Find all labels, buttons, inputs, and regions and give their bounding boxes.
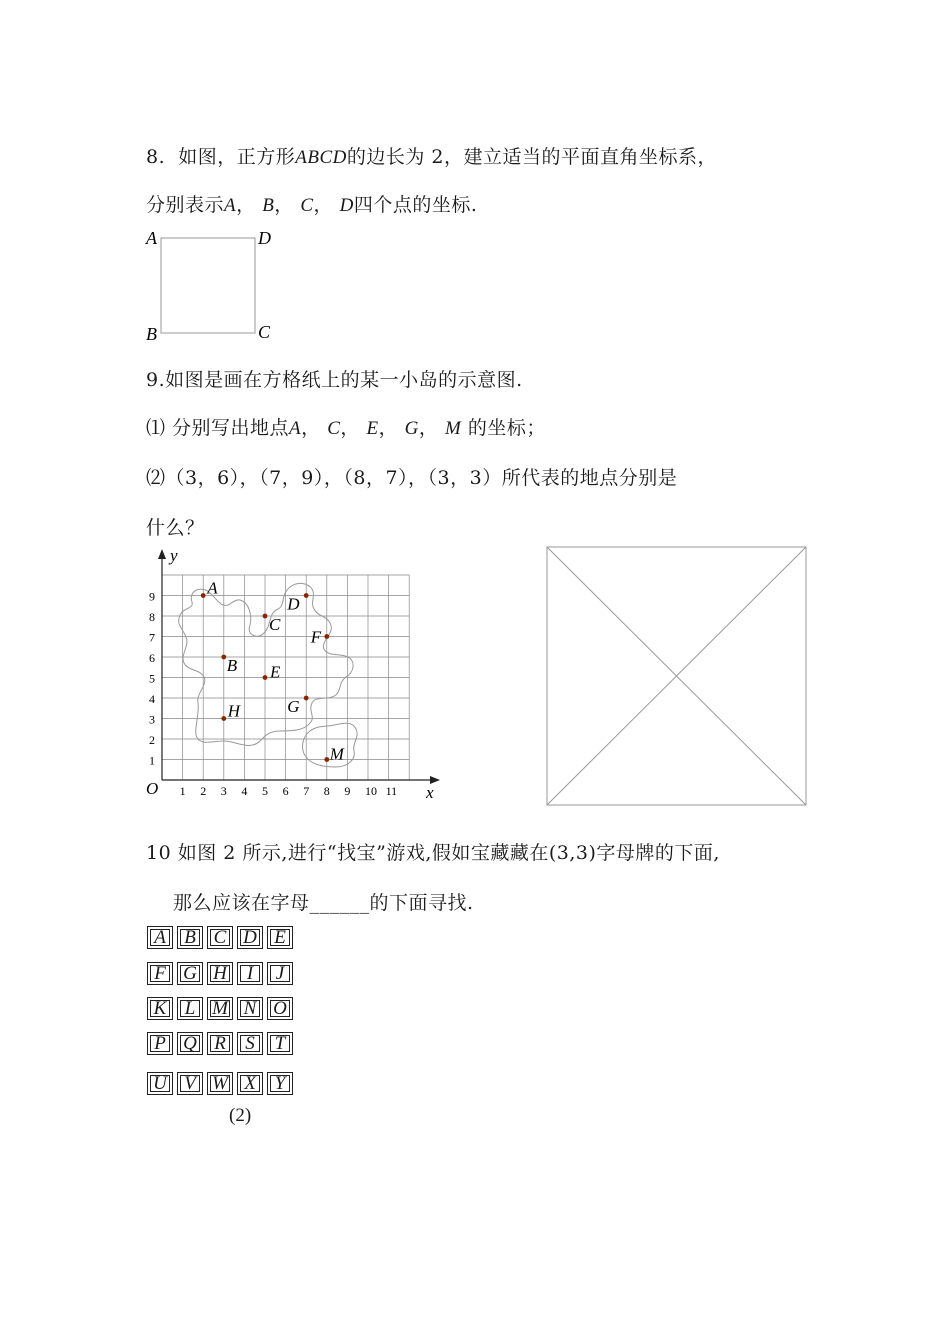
point-label-c: C (269, 615, 281, 634)
x-tick-label: 1 (179, 784, 186, 798)
x-axis-label: x (426, 783, 434, 802)
point-a (201, 593, 206, 598)
point-markers (201, 579, 345, 764)
x-tick-label: 9 (344, 784, 351, 798)
q9-text: ⑴ 分别写出地点 (146, 417, 290, 439)
letter-tile-q: Q (177, 1032, 203, 1055)
q9-part2: ⑵（3，6），（7，9），（8，7），（3，3）所代表的地点分别是 (146, 467, 678, 489)
q9-sep: ， (378, 417, 399, 439)
q8-text: 的边长为 2，建立适当的平面直角坐标系， (346, 146, 717, 168)
y-axis-arrow (158, 549, 166, 559)
q9-sep: ， (418, 417, 439, 439)
y-tick-label: 9 (149, 589, 155, 604)
letter-tile-g: G (177, 962, 203, 985)
x-tick-label: 4 (241, 784, 248, 798)
q8-line1 (146, 142, 717, 169)
q10-line1: 10 如图 2 所示,进行“找宝”游戏,假如宝藏藏在(3,3)字母牌的下面, (146, 842, 720, 864)
q9-point: E (366, 418, 379, 439)
figure-caption: (2) (229, 1105, 252, 1126)
point-d (304, 593, 309, 598)
origin-label: O (146, 779, 159, 798)
q10-text: 那么应该在字母 (173, 892, 310, 914)
letter-tile-p: P (147, 1032, 173, 1055)
q9-point: M (444, 418, 462, 439)
tile-row (147, 1032, 293, 1055)
q8-point: A (224, 195, 237, 216)
point-b (221, 655, 226, 660)
label-a: A (146, 228, 157, 248)
q10-text: 的下面寻找. (369, 892, 474, 914)
y-tick-label: 7 (149, 630, 155, 645)
point-g (304, 696, 309, 701)
letter-tile-m: M (207, 997, 233, 1020)
letter-tile-b: B (177, 926, 203, 949)
label-d: D (258, 228, 271, 248)
letter-tile-c: C (207, 926, 233, 949)
point-h (221, 716, 226, 721)
letter-tile-d: D (237, 926, 263, 949)
tile-row (147, 997, 293, 1020)
q8-point: D (339, 195, 354, 216)
letter-tile-s: S (237, 1032, 263, 1055)
y-axis-label: y (170, 546, 178, 565)
q9-title: 9.如图是画在方格纸上的某一小岛的示意图. (146, 369, 523, 391)
q10-line2 (173, 888, 474, 915)
letter-tile-u: U (147, 1072, 173, 1095)
point-label-h: H (227, 701, 241, 721)
square-figure (140, 222, 290, 347)
label-b: B (146, 324, 157, 344)
letter-tile-e: E (267, 926, 293, 949)
point-label-e: E (270, 662, 281, 682)
point-label-f: F (310, 627, 322, 647)
y-tick-label: 6 (149, 651, 155, 665)
q9-point: A (289, 418, 302, 439)
x-tick-label: 3 (220, 784, 227, 798)
point-label-g: G (287, 697, 300, 716)
point-m (324, 757, 329, 762)
point-label-d: D (287, 594, 300, 614)
point-label-a: A (207, 578, 218, 598)
q8-point: B (262, 195, 275, 216)
q9-sep: ， (340, 417, 360, 439)
y-tick-label: 5 (149, 671, 155, 686)
x-tick-label: 11 (385, 784, 398, 798)
x-tick-label: 8 (323, 784, 330, 798)
q8-line2 (146, 190, 477, 217)
letter-tile-h: H (207, 962, 233, 985)
letter-tile-a: A (147, 926, 173, 949)
island-grid-figure (140, 545, 450, 805)
letter-tile-v: V (177, 1072, 203, 1095)
y-tick-label: 3 (149, 712, 155, 727)
q8-text: 四个点的坐标. (353, 194, 478, 216)
q9-part1 (146, 413, 546, 440)
answer-blank[interactable]: ______ (309, 892, 370, 914)
y-tick-label: 1 (149, 753, 155, 768)
q8-text: 分别表示 (146, 194, 225, 216)
y-tick-label: 4 (149, 692, 155, 706)
point-c (263, 614, 268, 619)
letter-tile-w: W (207, 1072, 233, 1095)
letter-tile-y: Y (267, 1072, 293, 1095)
letter-tile-l: L (177, 997, 203, 1020)
point-label-m: M (329, 744, 344, 764)
grid-lines (162, 575, 409, 780)
tile-row (147, 926, 293, 949)
point-f (324, 634, 329, 639)
q8-sep: ， (274, 194, 294, 216)
letter-tile-t: T (267, 1032, 293, 1055)
letter-tile-r: R (207, 1032, 233, 1055)
letter-tile-i: I (237, 962, 263, 985)
q8-text: 如图，正方形 (178, 146, 296, 168)
square (161, 238, 255, 333)
tick-labels (146, 546, 434, 802)
point-label-b: B (226, 656, 238, 675)
q8-sep: ， (236, 194, 256, 216)
letter-tile-f: F (147, 962, 173, 985)
q9-text: 的坐标； (467, 417, 546, 439)
letter-tile-n: N (237, 997, 263, 1020)
tile-row (147, 962, 293, 985)
letter-tile-k: K (147, 997, 173, 1020)
letter-tile-x: X (237, 1072, 263, 1095)
q8-square-name: ABCD (295, 147, 347, 168)
x-tick-label: 2 (200, 784, 207, 798)
label-c: C (258, 322, 271, 342)
q8-number: 8. (146, 146, 166, 168)
missing-image-placeholder (546, 546, 808, 808)
x-tick-label: 7 (303, 784, 310, 798)
y-tick-label: 2 (149, 733, 155, 747)
q8-point: C (300, 195, 314, 216)
q9-part2-cont: 什么？ (146, 517, 205, 539)
letter-tile-j: J (267, 962, 293, 985)
y-tick-label: 8 (149, 610, 155, 624)
tile-row (147, 1072, 293, 1095)
x-tick-label: 5 (262, 784, 268, 798)
point-e (263, 675, 268, 680)
q9-point: G (404, 418, 419, 439)
x-tick-label: 6 (282, 784, 289, 798)
q8-sep: ， (313, 194, 334, 216)
q9-sep: ， (301, 417, 321, 439)
letter-tile-o: O (267, 997, 293, 1020)
x-tick-label: 10 (365, 784, 377, 798)
q9-point: C (327, 418, 341, 439)
axes (158, 549, 440, 784)
